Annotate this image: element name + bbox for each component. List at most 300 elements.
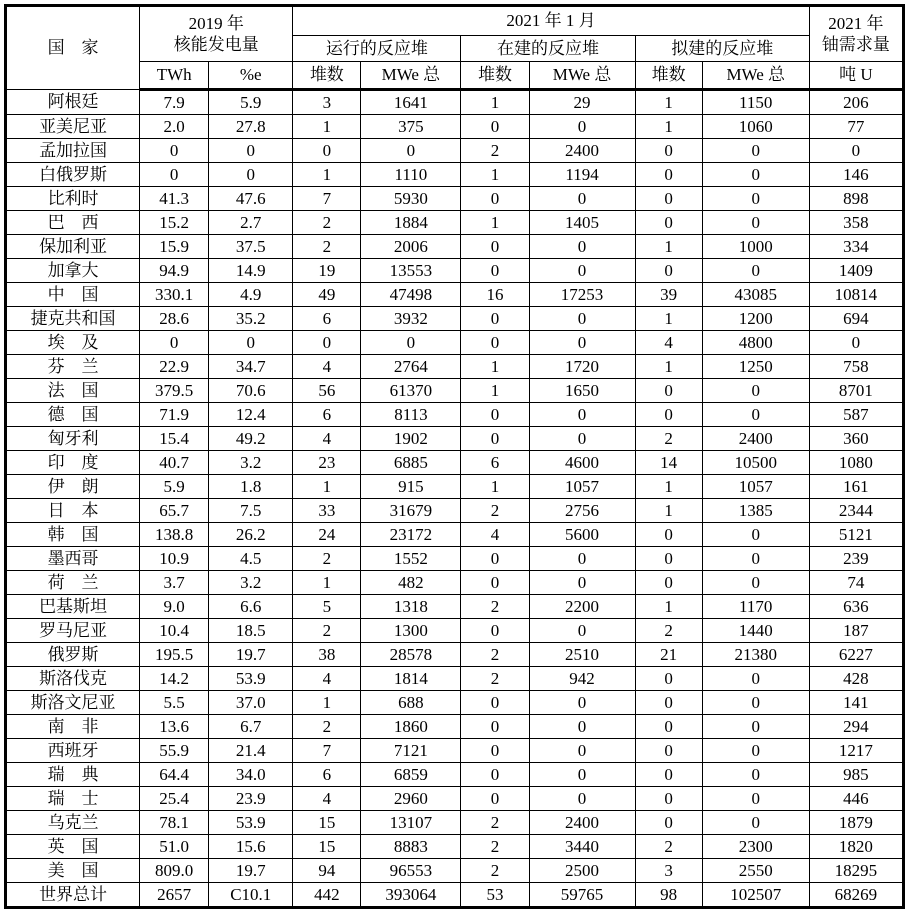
operating-count-cell: 4	[293, 787, 361, 811]
operating-count-cell: 0	[293, 139, 361, 163]
construction-mwe-cell: 3440	[529, 835, 635, 859]
planned-count-cell: 0	[635, 187, 702, 211]
operating-count-cell: 2	[293, 715, 361, 739]
uranium-cell: 758	[809, 355, 903, 379]
twh-cell: 809.0	[140, 859, 209, 883]
construction-count-cell: 16	[461, 283, 529, 307]
operating-count-cell: 442	[293, 883, 361, 908]
planned-count-cell: 4	[635, 331, 702, 355]
operating-mwe-cell: 47498	[361, 283, 461, 307]
operating-mwe-cell: 96553	[361, 859, 461, 883]
operating-count-cell: 2	[293, 547, 361, 571]
planned-mwe-cell: 1057	[702, 475, 809, 499]
twh-cell: 78.1	[140, 811, 209, 835]
header-construction-mwe: MWe 总	[529, 62, 635, 90]
uranium-cell: 146	[809, 163, 903, 187]
construction-mwe-cell: 0	[529, 187, 635, 211]
operating-mwe-cell: 1884	[361, 211, 461, 235]
twh-cell: 3.7	[140, 571, 209, 595]
uranium-cell: 1409	[809, 259, 903, 283]
construction-mwe-cell: 29	[529, 90, 635, 115]
table-body	[6, 90, 904, 908]
country-cell: 匈牙利	[6, 427, 140, 451]
uranium-cell: 985	[809, 763, 903, 787]
header-uranium-demand	[809, 6, 903, 62]
table-row	[6, 283, 904, 307]
planned-mwe-cell: 2550	[702, 859, 809, 883]
country-cell: 斯洛文尼亚	[6, 691, 140, 715]
operating-count-cell: 94	[293, 859, 361, 883]
uranium-cell: 18295	[809, 859, 903, 883]
table-row	[6, 427, 904, 451]
header-unit-pct: %e	[209, 62, 293, 90]
country-cell: 阿根廷	[6, 90, 140, 115]
construction-count-cell: 6	[461, 451, 529, 475]
uranium-cell: 77	[809, 115, 903, 139]
construction-count-cell: 0	[461, 739, 529, 763]
uranium-cell: 1217	[809, 739, 903, 763]
uranium-cell: 428	[809, 667, 903, 691]
country-cell: 巴基斯坦	[6, 595, 140, 619]
country-cell: 墨西哥	[6, 547, 140, 571]
uranium-cell: 10814	[809, 283, 903, 307]
table-row	[6, 307, 904, 331]
twh-cell: 28.6	[140, 307, 209, 331]
construction-mwe-cell: 17253	[529, 283, 635, 307]
twh-cell: 13.6	[140, 715, 209, 739]
pct-cell: 0	[209, 331, 293, 355]
construction-mwe-cell: 0	[529, 331, 635, 355]
header-jan2021: 2021 年 1 月	[293, 6, 810, 36]
construction-mwe-cell: 5600	[529, 523, 635, 547]
operating-mwe-cell: 2764	[361, 355, 461, 379]
uranium-cell: 1080	[809, 451, 903, 475]
construction-count-cell: 1	[461, 163, 529, 187]
operating-mwe-cell: 688	[361, 691, 461, 715]
table-row	[6, 859, 904, 883]
planned-mwe-cell: 0	[702, 379, 809, 403]
header-2019-generation	[140, 6, 293, 62]
construction-count-cell: 1	[461, 211, 529, 235]
planned-mwe-cell: 1060	[702, 115, 809, 139]
operating-count-cell: 1	[293, 691, 361, 715]
construction-count-cell: 2	[461, 643, 529, 667]
planned-count-cell: 39	[635, 283, 702, 307]
country-cell: 瑞 典	[6, 763, 140, 787]
planned-count-cell: 14	[635, 451, 702, 475]
table-row	[6, 835, 904, 859]
nuclear-power-table	[4, 4, 905, 909]
construction-count-cell: 0	[461, 787, 529, 811]
table-row	[6, 739, 904, 763]
planned-mwe-cell: 0	[702, 523, 809, 547]
uranium-cell: 334	[809, 235, 903, 259]
operating-count-cell: 1	[293, 571, 361, 595]
construction-mwe-cell: 0	[529, 235, 635, 259]
planned-mwe-cell: 2400	[702, 427, 809, 451]
table-row	[6, 595, 904, 619]
uranium-cell: 587	[809, 403, 903, 427]
planned-mwe-cell: 4800	[702, 331, 809, 355]
construction-count-cell: 4	[461, 523, 529, 547]
operating-mwe-cell: 1300	[361, 619, 461, 643]
twh-cell: 5.5	[140, 691, 209, 715]
pct-cell: 5.9	[209, 90, 293, 115]
header-uranium-line1: 2021 年	[828, 13, 884, 33]
country-cell: 孟加拉国	[6, 139, 140, 163]
header-planned-mwe: MWe 总	[702, 62, 809, 90]
operating-count-cell: 38	[293, 643, 361, 667]
operating-count-cell: 4	[293, 427, 361, 451]
table-row	[6, 259, 904, 283]
planned-count-cell: 0	[635, 403, 702, 427]
operating-count-cell: 56	[293, 379, 361, 403]
country-cell: 比利时	[6, 187, 140, 211]
operating-mwe-cell: 1110	[361, 163, 461, 187]
table-row	[6, 787, 904, 811]
pct-cell: 3.2	[209, 571, 293, 595]
operating-mwe-cell: 393064	[361, 883, 461, 908]
construction-count-cell: 2	[461, 499, 529, 523]
construction-count-cell: 0	[461, 691, 529, 715]
country-cell: 俄罗斯	[6, 643, 140, 667]
pct-cell: 18.5	[209, 619, 293, 643]
planned-mwe-cell: 0	[702, 667, 809, 691]
uranium-cell: 360	[809, 427, 903, 451]
operating-count-cell: 2	[293, 235, 361, 259]
country-cell: 荷 兰	[6, 571, 140, 595]
table-row	[6, 691, 904, 715]
operating-count-cell: 6	[293, 307, 361, 331]
pct-cell: 53.9	[209, 811, 293, 835]
pct-cell: 34.0	[209, 763, 293, 787]
planned-mwe-cell: 0	[702, 739, 809, 763]
header-planned-reactors: 拟建的反应堆	[635, 36, 809, 62]
operating-count-cell: 1	[293, 163, 361, 187]
planned-count-cell: 0	[635, 163, 702, 187]
operating-mwe-cell: 2006	[361, 235, 461, 259]
table-row	[6, 331, 904, 355]
country-cell: 瑞 士	[6, 787, 140, 811]
construction-count-cell: 0	[461, 619, 529, 643]
uranium-cell: 74	[809, 571, 903, 595]
operating-mwe-cell: 61370	[361, 379, 461, 403]
construction-count-cell: 2	[461, 835, 529, 859]
table-row	[6, 115, 904, 139]
construction-count-cell: 1	[461, 355, 529, 379]
header-uranium-unit: 吨 U	[809, 62, 903, 90]
twh-cell: 41.3	[140, 187, 209, 211]
country-cell: 斯洛伐克	[6, 667, 140, 691]
country-cell: 罗马尼亚	[6, 619, 140, 643]
pct-cell: 12.4	[209, 403, 293, 427]
pct-cell: C10.1	[209, 883, 293, 908]
operating-count-cell: 3	[293, 90, 361, 115]
country-cell: 印 度	[6, 451, 140, 475]
pct-cell: 19.7	[209, 859, 293, 883]
pct-cell: 0	[209, 139, 293, 163]
operating-mwe-cell: 5930	[361, 187, 461, 211]
country-cell: 世界总计	[6, 883, 140, 908]
planned-count-cell: 0	[635, 787, 702, 811]
country-cell: 英 国	[6, 835, 140, 859]
construction-mwe-cell: 0	[529, 763, 635, 787]
planned-count-cell: 3	[635, 859, 702, 883]
twh-cell: 5.9	[140, 475, 209, 499]
construction-mwe-cell: 0	[529, 571, 635, 595]
construction-count-cell: 2	[461, 667, 529, 691]
construction-mwe-cell: 4600	[529, 451, 635, 475]
planned-count-cell: 0	[635, 571, 702, 595]
table-row	[6, 211, 904, 235]
pct-cell: 4.9	[209, 283, 293, 307]
pct-cell: 35.2	[209, 307, 293, 331]
table-row	[6, 187, 904, 211]
table-row	[6, 715, 904, 739]
pct-cell: 19.7	[209, 643, 293, 667]
construction-count-cell: 0	[461, 715, 529, 739]
construction-mwe-cell: 2200	[529, 595, 635, 619]
table-row	[6, 547, 904, 571]
construction-count-cell: 53	[461, 883, 529, 908]
uranium-cell: 187	[809, 619, 903, 643]
planned-count-cell: 0	[635, 379, 702, 403]
construction-mwe-cell: 0	[529, 715, 635, 739]
country-cell: 埃 及	[6, 331, 140, 355]
twh-cell: 55.9	[140, 739, 209, 763]
country-cell: 韩 国	[6, 523, 140, 547]
operating-mwe-cell: 31679	[361, 499, 461, 523]
operating-mwe-cell: 1641	[361, 90, 461, 115]
operating-count-cell: 23	[293, 451, 361, 475]
operating-mwe-cell: 13107	[361, 811, 461, 835]
twh-cell: 138.8	[140, 523, 209, 547]
planned-mwe-cell: 0	[702, 163, 809, 187]
planned-count-cell: 1	[635, 115, 702, 139]
pct-cell: 26.2	[209, 523, 293, 547]
construction-count-cell: 1	[461, 379, 529, 403]
planned-count-cell: 0	[635, 259, 702, 283]
operating-mwe-cell: 482	[361, 571, 461, 595]
header-under-construction-reactors: 在建的反应堆	[461, 36, 635, 62]
twh-cell: 10.9	[140, 547, 209, 571]
table-row	[6, 499, 904, 523]
pct-cell: 70.6	[209, 379, 293, 403]
country-cell: 保加利亚	[6, 235, 140, 259]
pct-cell: 0	[209, 163, 293, 187]
operating-count-cell: 19	[293, 259, 361, 283]
construction-mwe-cell: 0	[529, 427, 635, 451]
table-row	[6, 90, 904, 115]
twh-cell: 15.9	[140, 235, 209, 259]
construction-count-cell: 0	[461, 235, 529, 259]
header-operating-mwe: MWe 总	[361, 62, 461, 90]
construction-mwe-cell: 0	[529, 787, 635, 811]
operating-mwe-cell: 3932	[361, 307, 461, 331]
operating-mwe-cell: 6859	[361, 763, 461, 787]
construction-count-cell: 0	[461, 403, 529, 427]
operating-mwe-cell: 8113	[361, 403, 461, 427]
total-row	[6, 883, 904, 908]
construction-mwe-cell: 0	[529, 547, 635, 571]
operating-count-cell: 15	[293, 811, 361, 835]
operating-count-cell: 1	[293, 475, 361, 499]
construction-mwe-cell: 1194	[529, 163, 635, 187]
uranium-cell: 0	[809, 331, 903, 355]
construction-mwe-cell: 2400	[529, 139, 635, 163]
planned-mwe-cell: 1170	[702, 595, 809, 619]
uranium-cell: 68269	[809, 883, 903, 908]
twh-cell: 10.4	[140, 619, 209, 643]
twh-cell: 15.4	[140, 427, 209, 451]
construction-count-cell: 0	[461, 307, 529, 331]
construction-mwe-cell: 2400	[529, 811, 635, 835]
operating-mwe-cell: 8883	[361, 835, 461, 859]
operating-mwe-cell: 0	[361, 139, 461, 163]
operating-count-cell: 7	[293, 187, 361, 211]
construction-mwe-cell: 0	[529, 307, 635, 331]
uranium-cell: 1820	[809, 835, 903, 859]
country-cell: 德 国	[6, 403, 140, 427]
construction-mwe-cell: 1720	[529, 355, 635, 379]
country-cell: 白俄罗斯	[6, 163, 140, 187]
construction-count-cell: 2	[461, 859, 529, 883]
pct-cell: 21.4	[209, 739, 293, 763]
country-cell: 巴 西	[6, 211, 140, 235]
planned-mwe-cell: 0	[702, 187, 809, 211]
construction-mwe-cell: 1650	[529, 379, 635, 403]
pct-cell: 3.2	[209, 451, 293, 475]
planned-mwe-cell: 1385	[702, 499, 809, 523]
construction-mwe-cell: 1405	[529, 211, 635, 235]
twh-cell: 7.9	[140, 90, 209, 115]
planned-count-cell: 2	[635, 835, 702, 859]
pct-cell: 6.6	[209, 595, 293, 619]
country-cell: 乌克兰	[6, 811, 140, 835]
twh-cell: 51.0	[140, 835, 209, 859]
table-row	[6, 355, 904, 379]
table-row	[6, 475, 904, 499]
uranium-cell: 5121	[809, 523, 903, 547]
construction-mwe-cell: 0	[529, 259, 635, 283]
operating-count-cell: 4	[293, 355, 361, 379]
operating-count-cell: 0	[293, 331, 361, 355]
construction-mwe-cell: 0	[529, 115, 635, 139]
header-operating-count: 堆数	[293, 62, 361, 90]
planned-mwe-cell: 0	[702, 811, 809, 835]
planned-count-cell: 1	[635, 355, 702, 379]
country-cell: 西班牙	[6, 739, 140, 763]
planned-mwe-cell: 0	[702, 547, 809, 571]
table-row	[6, 379, 904, 403]
planned-mwe-cell: 1200	[702, 307, 809, 331]
operating-mwe-cell: 0	[361, 331, 461, 355]
planned-count-cell: 0	[635, 739, 702, 763]
header-planned-count: 堆数	[635, 62, 702, 90]
operating-mwe-cell: 1552	[361, 547, 461, 571]
planned-count-cell: 0	[635, 667, 702, 691]
twh-cell: 195.5	[140, 643, 209, 667]
operating-count-cell: 49	[293, 283, 361, 307]
construction-count-cell: 1	[461, 475, 529, 499]
construction-count-cell: 0	[461, 115, 529, 139]
table-header	[6, 6, 904, 90]
planned-count-cell: 0	[635, 547, 702, 571]
operating-mwe-cell: 1814	[361, 667, 461, 691]
planned-mwe-cell: 43085	[702, 283, 809, 307]
pct-cell: 23.9	[209, 787, 293, 811]
country-cell: 法 国	[6, 379, 140, 403]
planned-count-cell: 0	[635, 211, 702, 235]
planned-mwe-cell: 1250	[702, 355, 809, 379]
planned-count-cell: 0	[635, 811, 702, 835]
twh-cell: 65.7	[140, 499, 209, 523]
planned-count-cell: 1	[635, 499, 702, 523]
twh-cell: 22.9	[140, 355, 209, 379]
twh-cell: 2657	[140, 883, 209, 908]
operating-count-cell: 2	[293, 211, 361, 235]
construction-count-cell: 0	[461, 259, 529, 283]
planned-count-cell: 1	[635, 90, 702, 115]
table-row	[6, 139, 904, 163]
country-cell: 中 国	[6, 283, 140, 307]
uranium-cell: 2344	[809, 499, 903, 523]
header-uranium-line2: 铀需求量	[821, 35, 890, 54]
planned-count-cell: 0	[635, 763, 702, 787]
uranium-cell: 239	[809, 547, 903, 571]
twh-cell: 14.2	[140, 667, 209, 691]
country-cell: 亚美尼亚	[6, 115, 140, 139]
construction-mwe-cell: 942	[529, 667, 635, 691]
construction-mwe-cell: 2756	[529, 499, 635, 523]
uranium-cell: 6227	[809, 643, 903, 667]
table-row	[6, 571, 904, 595]
country-cell: 美 国	[6, 859, 140, 883]
operating-mwe-cell: 7121	[361, 739, 461, 763]
operating-mwe-cell: 915	[361, 475, 461, 499]
twh-cell: 64.4	[140, 763, 209, 787]
construction-mwe-cell: 0	[529, 739, 635, 763]
country-cell: 日 本	[6, 499, 140, 523]
planned-mwe-cell: 0	[702, 403, 809, 427]
operating-count-cell: 4	[293, 667, 361, 691]
planned-mwe-cell: 0	[702, 259, 809, 283]
twh-cell: 40.7	[140, 451, 209, 475]
pct-cell: 2.7	[209, 211, 293, 235]
uranium-cell: 294	[809, 715, 903, 739]
twh-cell: 94.9	[140, 259, 209, 283]
planned-mwe-cell: 0	[702, 715, 809, 739]
construction-count-cell: 0	[461, 427, 529, 451]
pct-cell: 15.6	[209, 835, 293, 859]
planned-count-cell: 1	[635, 235, 702, 259]
operating-mwe-cell: 13553	[361, 259, 461, 283]
construction-count-cell: 2	[461, 595, 529, 619]
table-row	[6, 403, 904, 427]
header-operating-reactors: 运行的反应堆	[293, 36, 461, 62]
pct-cell: 27.8	[209, 115, 293, 139]
operating-count-cell: 15	[293, 835, 361, 859]
construction-count-cell: 0	[461, 331, 529, 355]
planned-mwe-cell: 0	[702, 139, 809, 163]
planned-count-cell: 0	[635, 523, 702, 547]
planned-count-cell: 1	[635, 307, 702, 331]
planned-count-cell: 2	[635, 619, 702, 643]
planned-mwe-cell: 102507	[702, 883, 809, 908]
construction-count-cell: 0	[461, 763, 529, 787]
planned-mwe-cell: 2300	[702, 835, 809, 859]
twh-cell: 330.1	[140, 283, 209, 307]
